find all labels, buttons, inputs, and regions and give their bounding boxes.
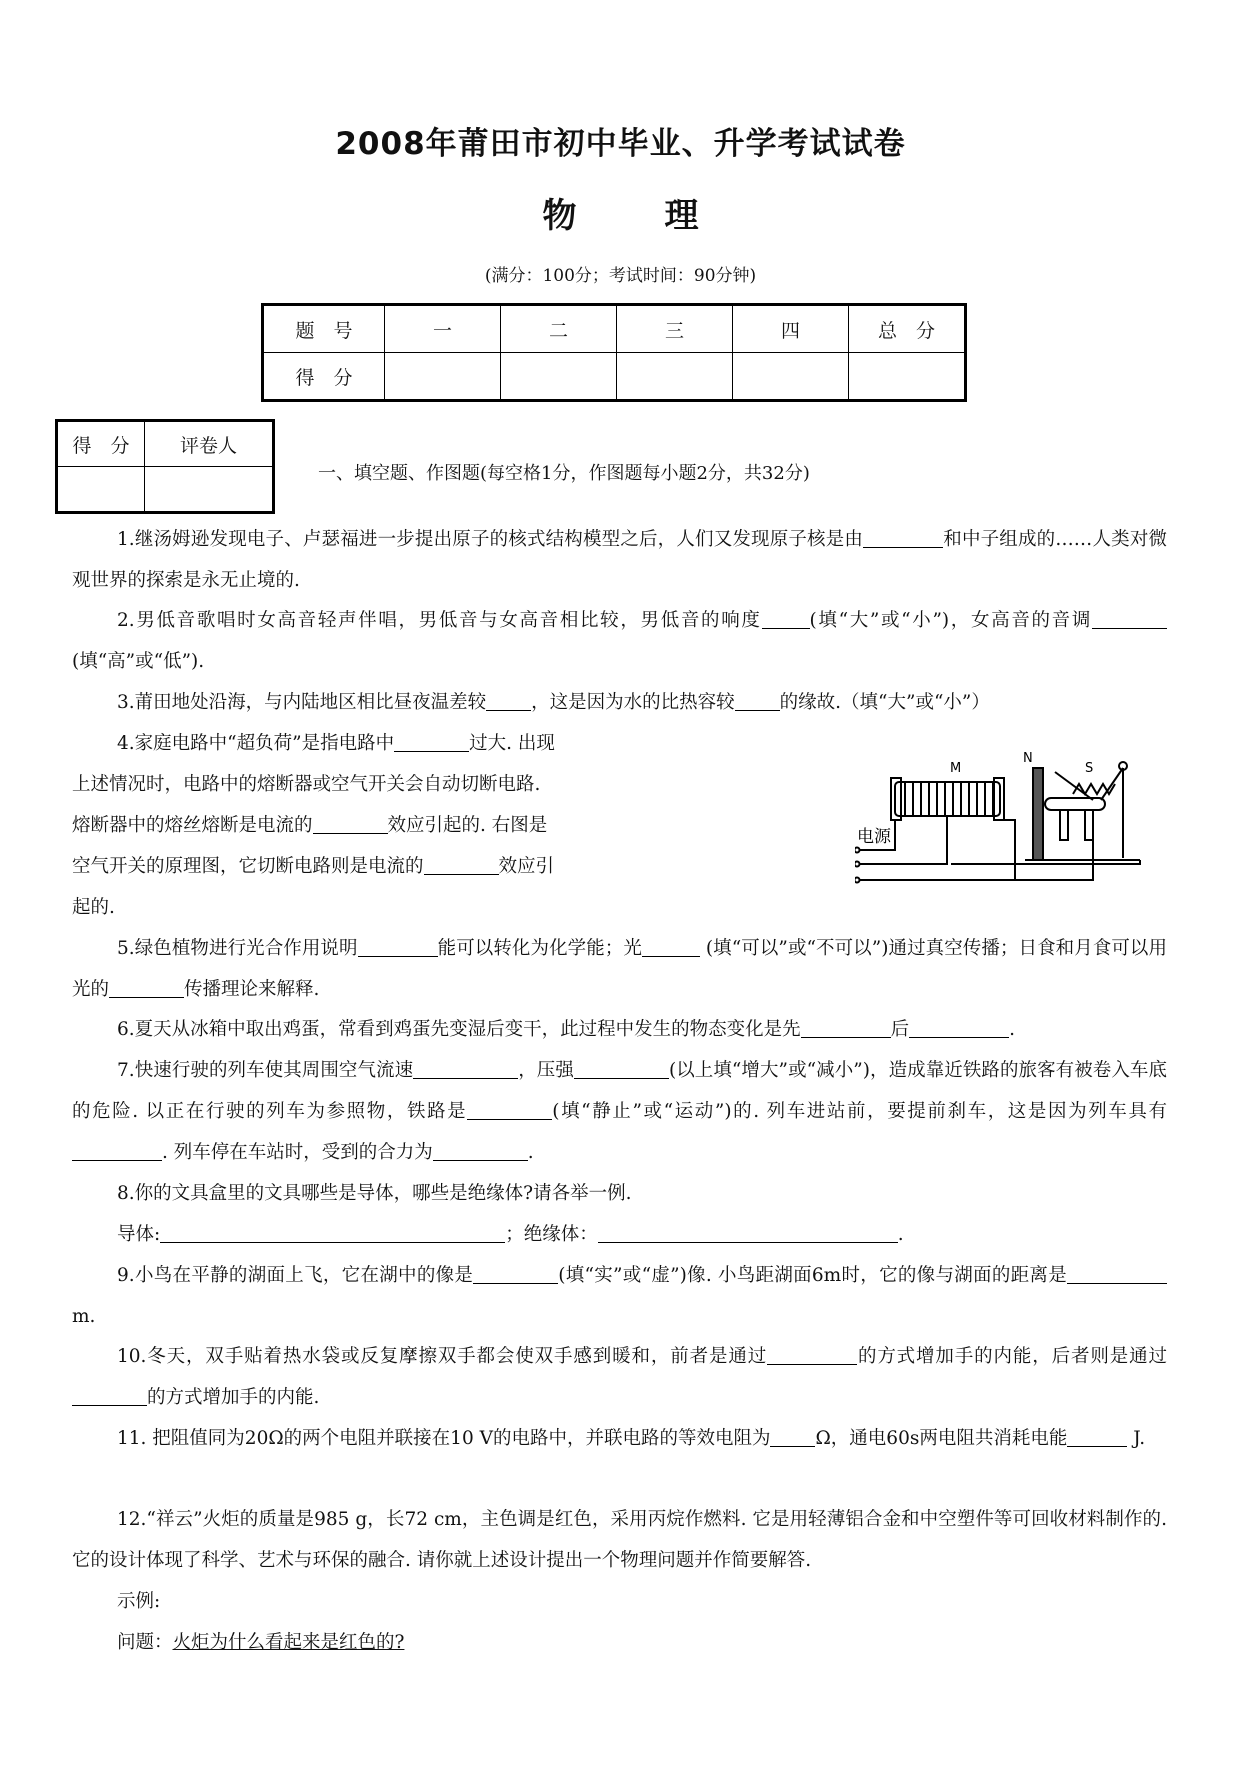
q6-text: 6.夏天从冰箱中取出鸡蛋，常看到鸡蛋先变湿后变干，此过程中发生的物态变化是先 — [117, 1019, 801, 1040]
q9-text: m. — [72, 1306, 96, 1327]
q9-text: (填“实”或“虚”)像. 小鸟距湖面6m时，它的像与湖面的距离是 — [558, 1265, 1068, 1286]
q2-text: (填“大”或“小”)，女高音的音调 — [809, 610, 1092, 631]
question-10 — [72, 1336, 1167, 1418]
label-s: S — [1085, 761, 1094, 776]
answer-blank[interactable] — [1067, 1263, 1167, 1284]
question-9 — [72, 1255, 1167, 1337]
answer-blank[interactable] — [642, 936, 700, 957]
armature-n — [1033, 768, 1043, 860]
q4-text: 过大. 出现 — [469, 733, 555, 754]
q12-question-label: 问题： — [117, 1632, 173, 1653]
score-header-cell: 二 — [501, 305, 617, 353]
score-header-cell: 四 — [733, 305, 849, 353]
wire — [855, 858, 947, 864]
q4-text: 起的. — [72, 897, 115, 918]
answer-blank[interactable] — [413, 1058, 518, 1079]
exam-info: (满分：100分；考试时间：90分钟) — [484, 266, 757, 286]
answer-blank[interactable] — [1067, 1426, 1127, 1447]
contact-right — [1085, 810, 1093, 840]
question-11 — [72, 1418, 1167, 1459]
question-3 — [72, 682, 1167, 723]
answer-blank[interactable] — [109, 977, 184, 998]
score-cell[interactable] — [501, 353, 617, 401]
answer-blank[interactable] — [909, 1017, 1009, 1038]
exam-title: 2008年莆田市初中毕业、升学考试试卷 — [335, 126, 906, 162]
answer-blank[interactable] — [767, 1344, 857, 1365]
score-table — [261, 303, 967, 402]
q7-text: 7.快速行驶的列车使其周围空气流速 — [117, 1060, 414, 1081]
q12-text: 12.“祥云”火炬的质量是985 g，长72 cm，主色调是红色，采用丙烷作燃料. 它是用轻薄铝合金和中空塑件等可回收材料制作的. 它的设计体现了科学、艺术与环保的融合. 请你就上述设计提出一个物理问题并作简要解答. — [72, 1509, 1167, 1571]
section-title: 一、填空题、作图题(每空格1分，作图题每小题2分，共32分) — [318, 463, 810, 484]
q1-text: 和中子组成的……人类对微观世界的探索是永无止境的. — [72, 529, 1167, 591]
score-cell[interactable] — [733, 353, 849, 401]
q1-text: 1.继汤姆逊发现电子、卢瑟福进一步提出原子的核式结构模型之后，人们又发现原子核是由 — [117, 529, 864, 550]
q11-text: 11. 把阻值同为20Ω的两个电阻并联接在10 V的电路中，并联电路的等效电阻为 — [117, 1428, 771, 1449]
grader-name-cell[interactable] — [145, 467, 274, 513]
label-power-source: 电源 — [857, 827, 891, 847]
grader-score-cell[interactable] — [57, 467, 145, 513]
lever-arm — [1101, 768, 1123, 800]
question-1 — [72, 519, 1167, 601]
score-cell[interactable] — [849, 353, 966, 401]
score-cell[interactable] — [385, 353, 501, 401]
score-header-cell: 总 分 — [849, 305, 966, 353]
q6-text: . — [1009, 1019, 1016, 1040]
terminal — [855, 862, 860, 867]
score-header-cell: 题 号 — [263, 305, 385, 353]
q3-text: 的缘故.（填“大”或“小”） — [779, 692, 990, 713]
score-header-cell: 一 — [385, 305, 501, 353]
q10-text: 10.冬天，双手贴着热水袋或反复摩擦双手都会使双手感到暖和，前者是通过 — [117, 1346, 768, 1367]
q7-text: ，压强 — [518, 1060, 574, 1081]
question-4 — [72, 723, 672, 928]
q2-text: 2.男低音歌唱时女高音轻声伴唱，男低音与女高音相比较，男低音的响度 — [117, 610, 762, 631]
score-cell[interactable] — [617, 353, 733, 401]
question-6 — [72, 1009, 1167, 1050]
terminal — [855, 878, 860, 883]
q4-text: 空气开关的原理图，它切断电路则是电流的 — [72, 856, 424, 877]
q7-text: (以上填“增大”或“减小”)，造成靠近铁路的旅客有被卷入车底的危险. 以正在行驶的列车为参照物，铁路是 — [72, 1060, 1167, 1122]
score-header-cell: 三 — [617, 305, 733, 353]
q6-text: 后 — [890, 1019, 910, 1040]
q4-text: 4.家庭电路中“超负荷”是指电路中 — [117, 733, 395, 754]
answer-blank[interactable] — [1092, 608, 1167, 629]
answer-blank[interactable] — [473, 1263, 558, 1284]
answer-blank[interactable] — [358, 936, 438, 957]
score-table-score-row — [263, 353, 966, 401]
coil-windings — [905, 782, 993, 816]
answer-blank[interactable] — [801, 1017, 891, 1038]
q4-text: 熔断器中的熔丝熔断是电流的 — [72, 815, 313, 836]
q5-text: (填“可以”或“不可以”)通过真空传播；日食和月食可以用光的 — [72, 938, 1167, 1000]
answer-blank[interactable] — [467, 1099, 552, 1120]
answer-blank[interactable] — [72, 1385, 147, 1406]
q7-text: (填“静止”或“运动”)的. 列车进站前，要提前刹车，这是因为列车具有 — [552, 1101, 1167, 1122]
q10-text: 的方式增加手的内能. — [147, 1387, 320, 1408]
q3-text: ，这是因为水的比热容较 — [531, 692, 735, 713]
question-8 — [72, 1173, 1167, 1255]
question-2 — [72, 600, 1167, 682]
answer-blank[interactable] — [433, 1140, 528, 1161]
answer-blank[interactable] — [762, 608, 810, 629]
score-table-header-row — [263, 305, 966, 353]
q10-text: 的方式增加手的内能，后者则是通过 — [857, 1346, 1167, 1367]
q8-text: 8.你的文具盒里的文具哪些是导体，哪些是绝缘体?请各举一例. — [117, 1183, 632, 1204]
q2-text: (填“高”或“低”). — [72, 651, 205, 672]
q8-label: ；绝缘体： — [505, 1224, 598, 1245]
q7-text: . 列车停在车站时，受到的合力为 — [162, 1142, 433, 1163]
answer-blank[interactable] — [313, 813, 388, 834]
answer-blank[interactable] — [160, 1222, 505, 1243]
q8-text: . — [897, 1224, 904, 1245]
q5-text: 5.绿色植物进行光合作用说明 — [117, 938, 358, 959]
grader-score-label: 得 分 — [57, 421, 145, 467]
score-row-label: 得 分 — [263, 353, 385, 401]
answer-blank[interactable] — [424, 854, 499, 875]
subject-title: 物理 — [542, 196, 787, 236]
q4-text: 效应引起的. 右图是 — [387, 815, 548, 836]
circuit-breaker-diagram — [855, 740, 1155, 900]
q12-example-question: 火炬为什么看起来是红色的? — [172, 1632, 405, 1653]
label-m: M — [950, 761, 962, 776]
q4-text: 上述情况时，电路中的熔断器或空气开关会自动切断电路. — [72, 774, 541, 795]
q5-text: 能可以转化为化学能；光 — [437, 938, 642, 959]
q12-example: 示例: — [117, 1591, 161, 1612]
label-n: N — [1023, 751, 1033, 766]
trip-bar — [1055, 772, 1093, 800]
question-12 — [72, 1499, 1167, 1663]
q4-text: 效应引 — [498, 856, 555, 877]
answer-blank[interactable] — [486, 690, 531, 711]
grader-table — [55, 419, 275, 514]
q3-text: 3.莆田地处沿海，与内陆地区相比昼夜温差较 — [117, 692, 487, 713]
answer-blank[interactable] — [735, 690, 780, 711]
q7-text: . — [527, 1142, 534, 1163]
q5-text: 传播理论来解释. — [184, 979, 320, 1000]
grader-name-label: 评卷人 — [145, 421, 274, 467]
q11-text: J. — [1127, 1428, 1146, 1449]
question-5 — [72, 928, 1167, 1010]
q9-text: 9.小鸟在平静的湖面上飞，它在湖中的像是 — [117, 1265, 474, 1286]
question-7 — [72, 1050, 1167, 1173]
latch-lever — [1045, 798, 1105, 810]
answer-blank[interactable] — [574, 1058, 669, 1079]
contact-left — [1060, 810, 1068, 840]
q11-text: Ω，通电60s两电阻共消耗电能 — [815, 1428, 1068, 1449]
terminal — [855, 848, 860, 853]
answer-blank[interactable] — [394, 731, 469, 752]
q8-label: 导体: — [117, 1224, 161, 1245]
answer-blank[interactable] — [598, 1222, 898, 1243]
answer-blank[interactable] — [863, 527, 943, 548]
answer-blank[interactable] — [770, 1426, 815, 1447]
answer-blank[interactable] — [72, 1140, 162, 1161]
